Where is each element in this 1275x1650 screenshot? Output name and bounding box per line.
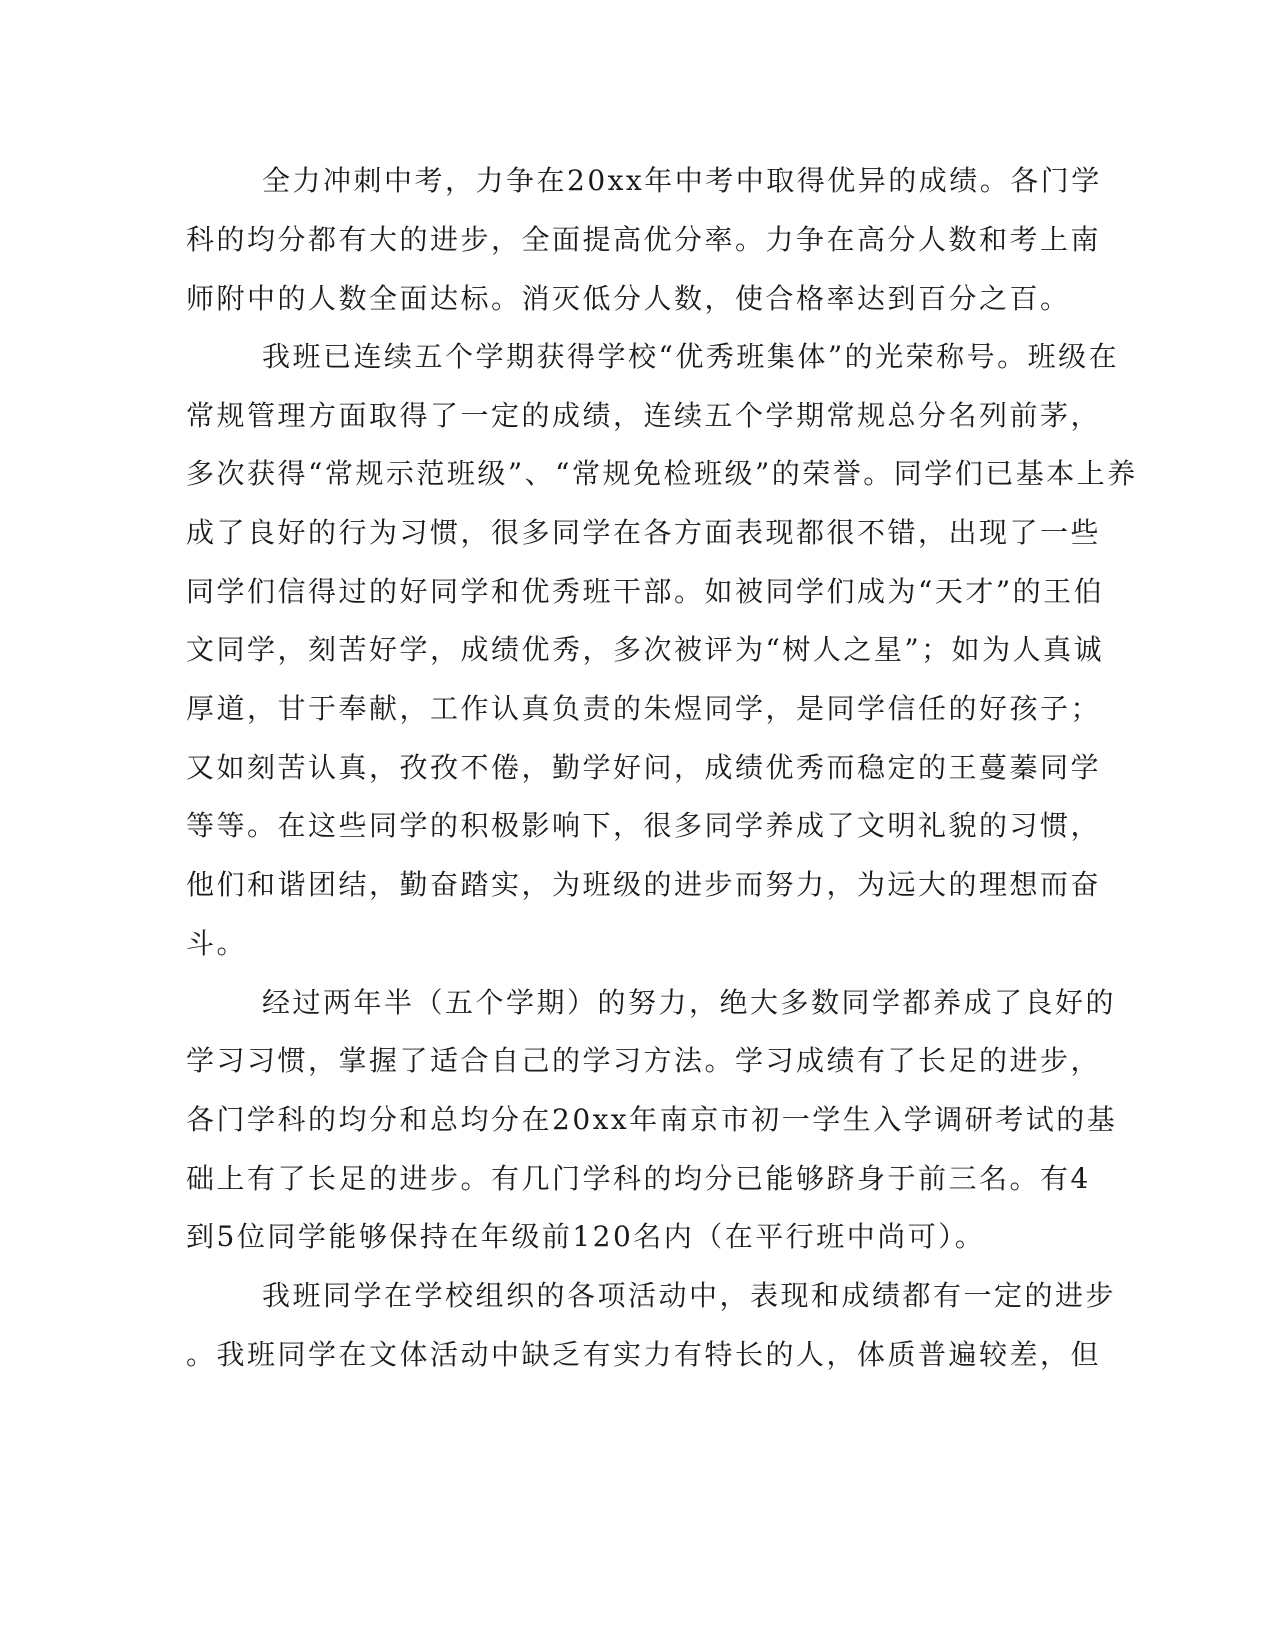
paragraph-2-line-5: 同学们信得过的好同学和优秀班干部。如被同学们成为“天才”的王伯 bbox=[186, 575, 1105, 608]
paragraph-3-line-2: 学习习惯，掌握了适合自己的学习方法。学习成绩有了长足的进步， bbox=[186, 1044, 1102, 1077]
paragraph-2-line-2: 常规管理方面取得了一定的成绩，连续五个学期常规总分名列前茅， bbox=[186, 399, 1102, 432]
paragraph-4-line-2: 。我班同学在文体活动中缺乏有实力有特长的人，体质普遍较差，但 bbox=[186, 1338, 1102, 1371]
paragraph-4-line-1: 我班同学在学校组织的各项活动中，表现和成绩都有一定的进步 bbox=[262, 1279, 1117, 1312]
paragraph-3-line-3: 各门学科的均分和总均分在20xx年南京市初一学生入学调研考试的基 bbox=[186, 1103, 1118, 1136]
paragraph-2-line-10: 他们和谐团结，勤奋踏实，为班级的进步而努力，为远大的理想而奋 bbox=[186, 868, 1102, 901]
paragraph-2-line-3: 多次获得“常规示范班级”、“常规免检班级”的荣誉。同学们已基本上养 bbox=[186, 457, 1138, 490]
paragraph-3-line-5: 到5位同学能够保持在年级前120名内（在平行班中尚可）。 bbox=[186, 1220, 986, 1253]
paragraph-2-line-7: 厚道，甘于奉献，工作认真负责的朱煜同学，是同学信任的好孩子； bbox=[186, 692, 1102, 725]
paragraph-2-line-4: 成了良好的行为习惯，很多同学在各方面表现都很不错，出现了一些 bbox=[186, 516, 1102, 549]
paragraph-3-line-1: 经过两年半（五个学期）的努力，绝大多数同学都养成了良好的 bbox=[262, 986, 1117, 1019]
paragraph-3-line-4: 础上有了长足的进步。有几门学科的均分已能够跻身于前三名。有4 bbox=[186, 1162, 1091, 1195]
paragraph-1-line-3: 师附中的人数全面达标。消灭低分人数，使合格率达到百分之百。 bbox=[186, 282, 1071, 315]
paragraph-2-line-9: 等等。在这些同学的积极影响下，很多同学养成了文明礼貌的习惯， bbox=[186, 809, 1102, 842]
paragraph-2-line-11: 斗。 bbox=[186, 927, 248, 960]
paragraph-1-line-1: 全力冲刺中考，力争在20xx年中考中取得优异的成绩。各门学 bbox=[262, 164, 1102, 197]
paragraph-2-line-8: 又如刻苦认真，孜孜不倦，勤学好问，成绩优秀而稳定的王蔓蓁同学 bbox=[186, 751, 1102, 784]
paragraph-1-line-2: 科的均分都有大的进步，全面提高优分率。力争在高分人数和考上南 bbox=[186, 223, 1102, 256]
paragraph-2-line-6: 文同学，刻苦好学，成绩优秀，多次被评为“树人之星”；如为人真诚 bbox=[186, 633, 1105, 666]
paragraph-2-line-1: 我班已连续五个学期获得学校“优秀班集体”的光荣称号。班级在 bbox=[262, 340, 1120, 373]
